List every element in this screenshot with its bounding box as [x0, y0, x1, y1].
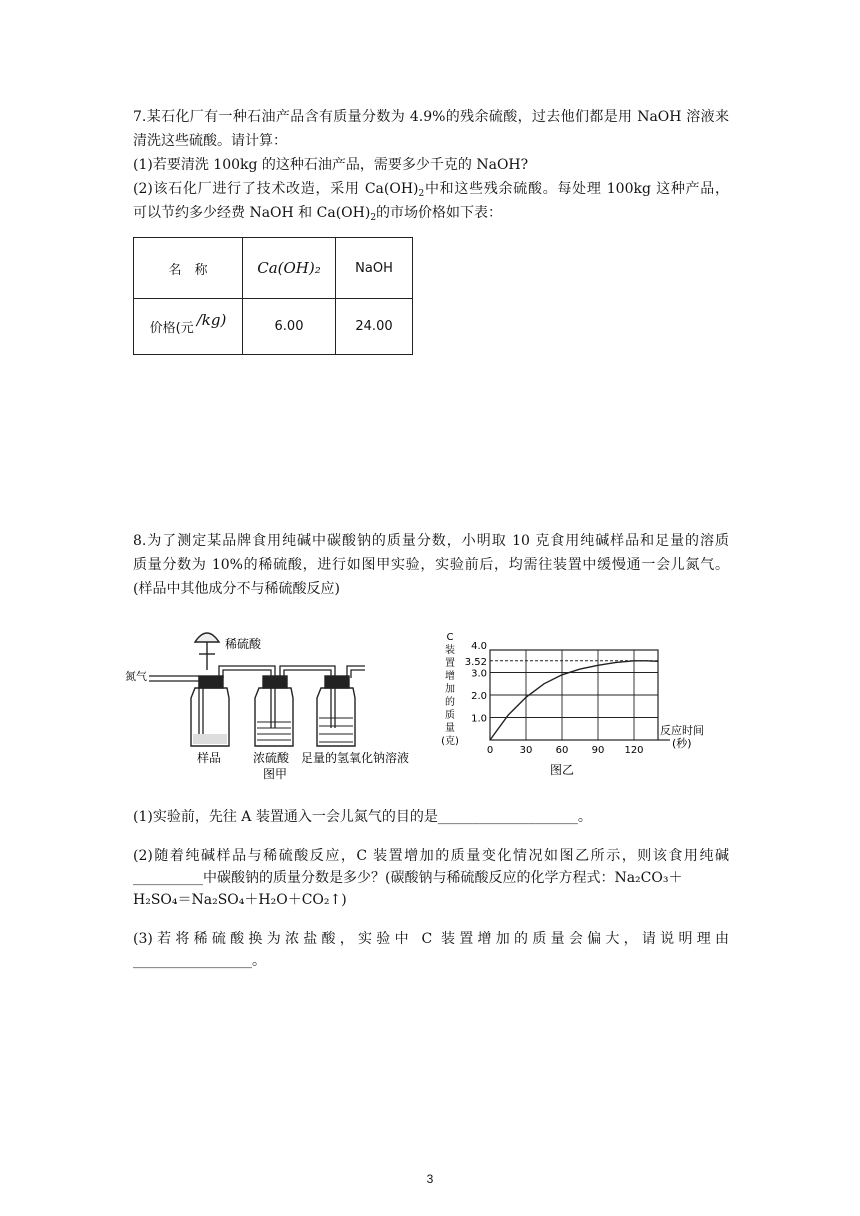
y-axis-label-char: 装 [445, 645, 455, 656]
mass-time-chart [440, 630, 740, 780]
bottle-b [255, 676, 293, 746]
q7-sub-question-2-line-2: 可以节约多少经费 NaOH 和 $Ca(OH)_2$的市场价格如下表： [133, 205, 503, 223]
q8-sub-question-3: (3)若将稀硫酸换为浓盐酸，实验中 C 装置增加的质量会偏大，请说明理由 [133, 931, 729, 947]
y-axis-label-char: 置 [445, 658, 455, 669]
q7-sub-question-2: (2)该石化厂进行了技术改造，采用 $Ca(OH)_2$中和这些残余硫酸。每处理 100kg 这种产品， [133, 181, 729, 199]
bottle-a [191, 676, 229, 746]
chart-x-axis-unit: (秒) [672, 737, 692, 750]
chart-grid [490, 650, 670, 740]
answer-blank-1[interactable]: ____________________ [437, 809, 578, 825]
q8-sub-question-2: (2)随着纯碱样品与稀硫酸反应，C 装置增加的质量变化情况如图乙所示，则该食用纯碱 [133, 848, 729, 864]
q8-line-1: 8.为了测定某品牌食用纯碱中碳酸钠的质量分数，小明取 10 克食用纯碱样品和足量的溶质 [133, 533, 729, 549]
q7-line-2: 清洗这些硫酸。请计算： [133, 133, 287, 149]
q7-line-1: 7.某石化厂有一种石油产品含有质量分数为 4.9%的残余硫酸，过去他们都是用 NaOH 溶液来 [133, 109, 729, 125]
price-table-price-row [134, 299, 413, 355]
x-tick-label: 90 [591, 745, 605, 756]
figure-a-caption: 图甲 [263, 767, 288, 781]
x-tick-label: 120 [624, 745, 644, 756]
apparatus-diagram [125, 618, 425, 788]
y-tick-label: 3.0 [471, 668, 487, 680]
price-label-cell: 价格(元 /kg) [134, 299, 243, 355]
figure-b-caption: 图乙 [550, 763, 575, 777]
naoh-solution-label: 足量的氢氧化钠溶液 [301, 751, 410, 765]
q8-sub-question-2-line-3: H₂SO₄＝Na₂SO₄＋H₂O＋CO₂↑) [133, 892, 347, 908]
chart-y-axis-label [441, 632, 459, 747]
caoh2-price-cell: 6.00 [243, 299, 336, 355]
y-axis-label-char: 的 [445, 697, 455, 708]
separatory-funnel [195, 633, 219, 670]
q8-sub-question-2-line-2: __________中碳酸钠的质量分数是多少？(碳酸钠与稀硫酸反应的化学方程式：Na₂CO₃＋ [133, 870, 683, 886]
naoh-price-cell: 24.00 [336, 299, 413, 355]
y-tick-label: 2.0 [471, 691, 487, 702]
bottle-c [317, 676, 355, 746]
q8-line-3: (样品中其他成分不与稀硫酸反应) [133, 581, 340, 597]
y-tick-label: 3.52 [464, 656, 487, 668]
q8-sub-question-1: (1)实验前，先往 A 装置通入一会儿氮气的目的是____________________。 [133, 809, 592, 825]
y-tick-label: 1.0 [471, 713, 487, 725]
y-axis-label-char: 增 [445, 671, 455, 682]
y-tick-label: 4.0 [471, 641, 487, 652]
conc-acid-label: 浓硫酸 [253, 751, 290, 765]
x-tick-label: 60 [555, 745, 569, 756]
chart-x-axis-label: 反应时间 [660, 724, 704, 737]
price-table [133, 237, 413, 355]
page-number: 3 [426, 1172, 434, 1186]
q8-line-2: 质量分数为 10%的稀硫酸，进行如图甲实验，实验前后，均需往装置中缓慢通一会儿氮气。 [133, 557, 729, 573]
x-tick-label: 30 [519, 745, 533, 756]
q7-sub-question-1: (1)若要清洗 100kg 的这种石油产品，需要多少千克的 NaOH? [133, 157, 529, 173]
y-axis-label-char: (克) [441, 736, 459, 747]
caoh2-header-cell: Ca(OH)₂ [243, 238, 336, 299]
sample-label: 样品 [197, 751, 222, 765]
name-header-cell: 名 称 [134, 238, 243, 299]
gas-label: 氮气 [125, 670, 147, 683]
q8-sub-question-3-line-2: _________________。 [133, 953, 266, 969]
acid-label: 稀硫酸 [225, 637, 262, 651]
y-axis-label-char: C [446, 632, 454, 643]
y-axis-label-char: 加 [445, 684, 455, 695]
x-tick-label: 0 [486, 745, 494, 756]
y-axis-label-char: 质 [445, 710, 455, 721]
naoh-header-cell: NaOH [336, 238, 413, 299]
price-table-header-row [134, 238, 413, 299]
y-axis-label-char: 量 [445, 723, 455, 734]
